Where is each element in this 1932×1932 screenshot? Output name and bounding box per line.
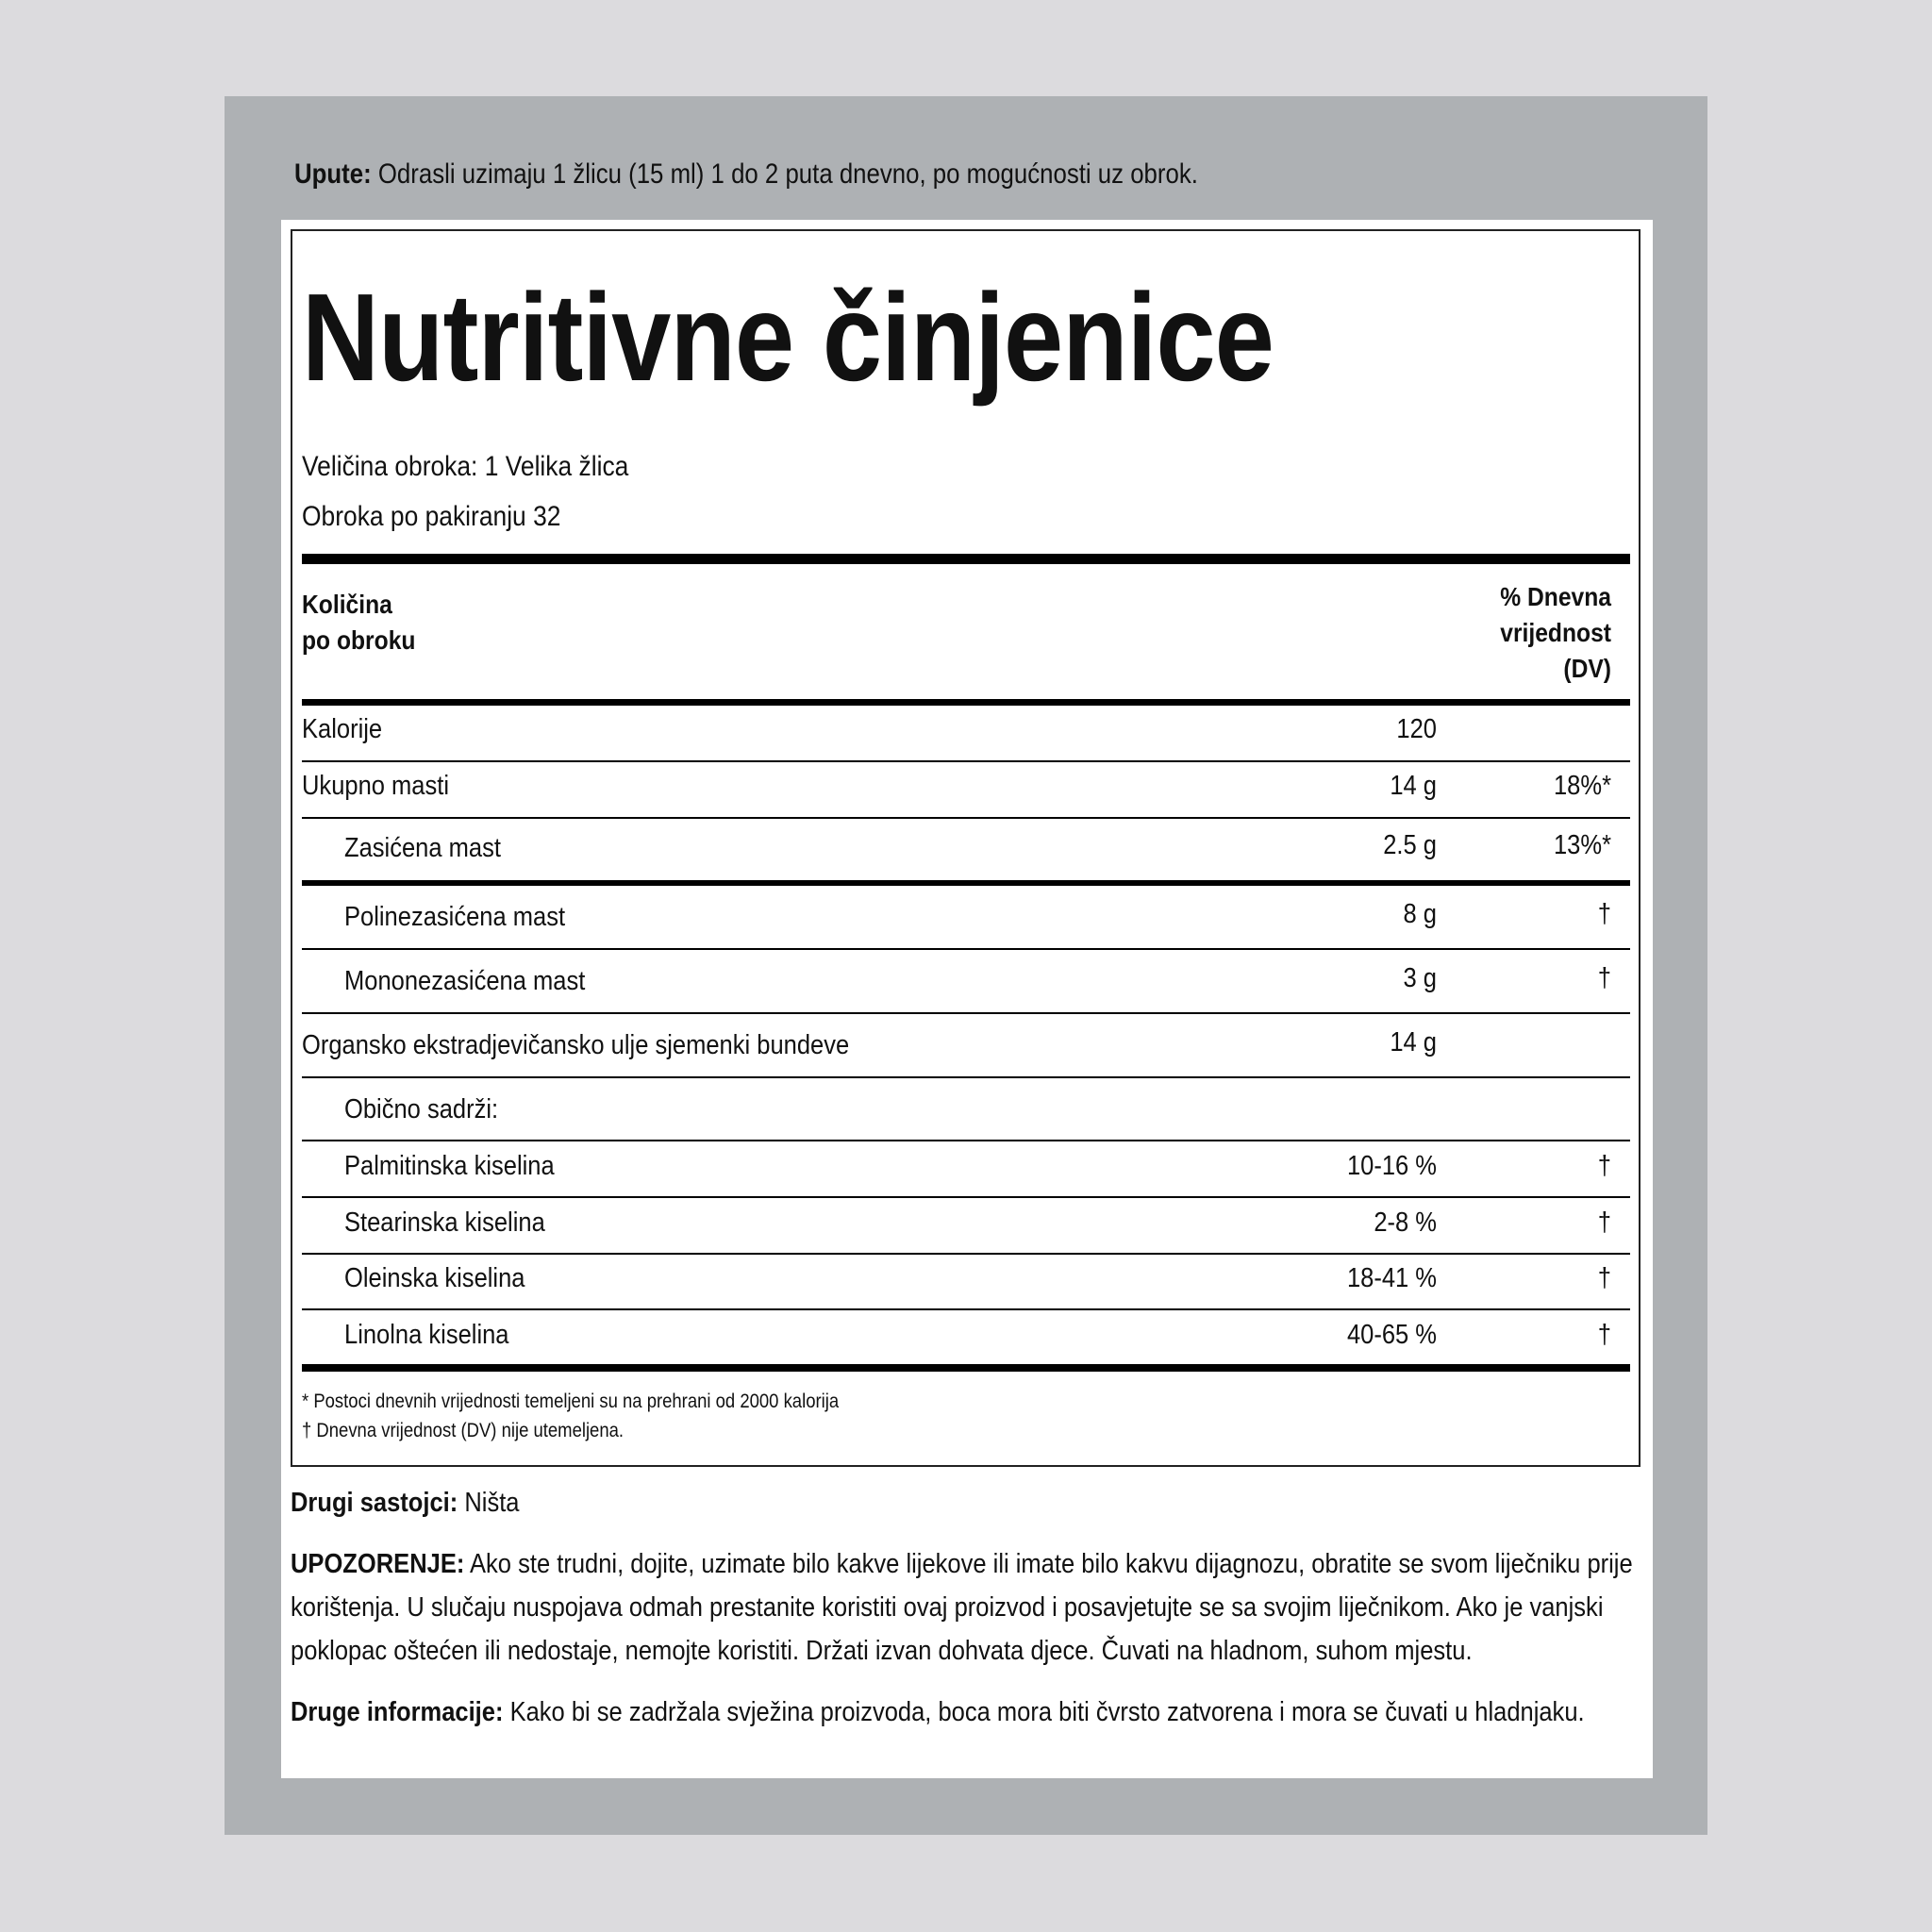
- servings-per-container: Obroka po pakiranju 32: [302, 501, 561, 532]
- row-divider: [302, 760, 1630, 762]
- row-divider: [302, 1140, 1630, 1141]
- directions-line: [294, 158, 1198, 191]
- row-divider-thick: [302, 880, 1630, 886]
- other-info-label: Druge informacije:: [291, 1697, 504, 1727]
- nutrient-dv: 18%*: [1553, 771, 1611, 801]
- row-divider: [302, 1012, 1630, 1014]
- nutrient-amount: 14 g: [1390, 1027, 1437, 1058]
- footnote-percent: * Postoci dnevnih vrijednosti temeljeni su na prehrani od 2000 kalorija: [302, 1391, 840, 1412]
- serving-size: Veličina obroka: 1 Velika žlica: [302, 451, 629, 482]
- nutrient-name: Palmitinska kiselina: [344, 1151, 555, 1181]
- row-divider: [302, 817, 1630, 819]
- nutrient-amount: 40-65 %: [1346, 1320, 1437, 1350]
- nutrient-dv: 13%*: [1553, 830, 1611, 860]
- row-divider: [302, 1253, 1630, 1255]
- row-divider: [302, 1308, 1630, 1310]
- thick-rule: [302, 554, 1630, 564]
- header-daily-value: % Dnevna vrijednost (DV): [1500, 582, 1611, 683]
- row-divider: [302, 1076, 1630, 1078]
- nutrient-dv: †: [1597, 899, 1611, 929]
- nutrient-name: Oleinska kiselina: [344, 1263, 525, 1293]
- directions-text: Odrasli uzimaju 1 žlicu (15 ml) 1 do 2 puta dnevno, po mogućnosti uz obrok.: [371, 158, 1198, 190]
- nutrient-amount: 2-8 %: [1374, 1208, 1437, 1238]
- other-ingredients-label: Drugi sastojci:: [291, 1488, 458, 1518]
- nutrient-dv: †: [1597, 963, 1611, 993]
- warning-paragraph: [291, 1542, 1649, 1673]
- footnote-dagger: † Dnevna vrijednost (DV) nije utemeljena.: [302, 1420, 625, 1441]
- nutrient-name: Mononezasićena mast: [344, 966, 586, 996]
- other-info-text: Kako bi se zadržala svježina proizvoda, boca mora biti čvrsto zatvorena i mora se čuvati u hladnjaku.: [503, 1697, 1585, 1727]
- header-rule: [302, 699, 1630, 706]
- bottom-thick-rule: [302, 1364, 1630, 1372]
- nutrient-name: Stearinska kiselina: [344, 1208, 545, 1238]
- row-divider: [302, 1196, 1630, 1198]
- nutrient-dv: †: [1597, 1263, 1611, 1293]
- directions-label: Upute:: [294, 158, 372, 190]
- nutrient-amount: 18-41 %: [1346, 1263, 1437, 1293]
- header-amount: Količina po obroku: [302, 590, 416, 655]
- nutrient-amount: 8 g: [1403, 899, 1437, 929]
- nutrient-name: Zasićena mast: [344, 833, 501, 863]
- nutrient-amount: 2.5 g: [1383, 830, 1437, 860]
- facts-title: Nutritivne činjenice: [302, 268, 1274, 407]
- nutrient-dv: †: [1597, 1151, 1611, 1181]
- nutrient-name: Organsko ekstradjevičansko ulje sjemenki bundeve: [302, 1030, 850, 1060]
- nutrient-subheading: Obično sadrži:: [344, 1094, 499, 1124]
- other-ingredients: [291, 1481, 1649, 1524]
- nutrient-name: Linolna kiselina: [344, 1320, 509, 1350]
- other-ingredients-text: Ništa: [458, 1488, 520, 1518]
- other-info-paragraph: [291, 1690, 1649, 1734]
- nutrient-amount: 120: [1396, 714, 1437, 744]
- nutrient-dv: †: [1597, 1208, 1611, 1238]
- warning-text: Ako ste trudni, dojite, uzimate bilo kakve lijekove ili imate bilo kakvu dijagnozu, obratite se svom liječniku prije korištenja. U slučaju nuspojava odmah prestanite koristiti ovaj proizvod i posavjetujte se sa svojim liječnikom. Ako je vanjski poklopac oštećen ili nedostaje, nemojte koristiti. Držati izvan dohvata djece. Čuvati na hladnom, suhom mjestu.: [291, 1549, 1633, 1666]
- nutrient-dv: †: [1597, 1320, 1611, 1350]
- warning-label: UPOZORENJE:: [291, 1549, 465, 1579]
- row-divider: [302, 948, 1630, 950]
- nutrient-amount: 10-16 %: [1346, 1151, 1437, 1181]
- nutrient-name: Polinezasićena mast: [344, 902, 566, 932]
- nutrient-name: Ukupno masti: [302, 771, 450, 801]
- nutrient-name: Kalorije: [302, 714, 383, 744]
- nutrient-amount: 3 g: [1403, 963, 1437, 993]
- nutrient-amount: 14 g: [1390, 771, 1437, 801]
